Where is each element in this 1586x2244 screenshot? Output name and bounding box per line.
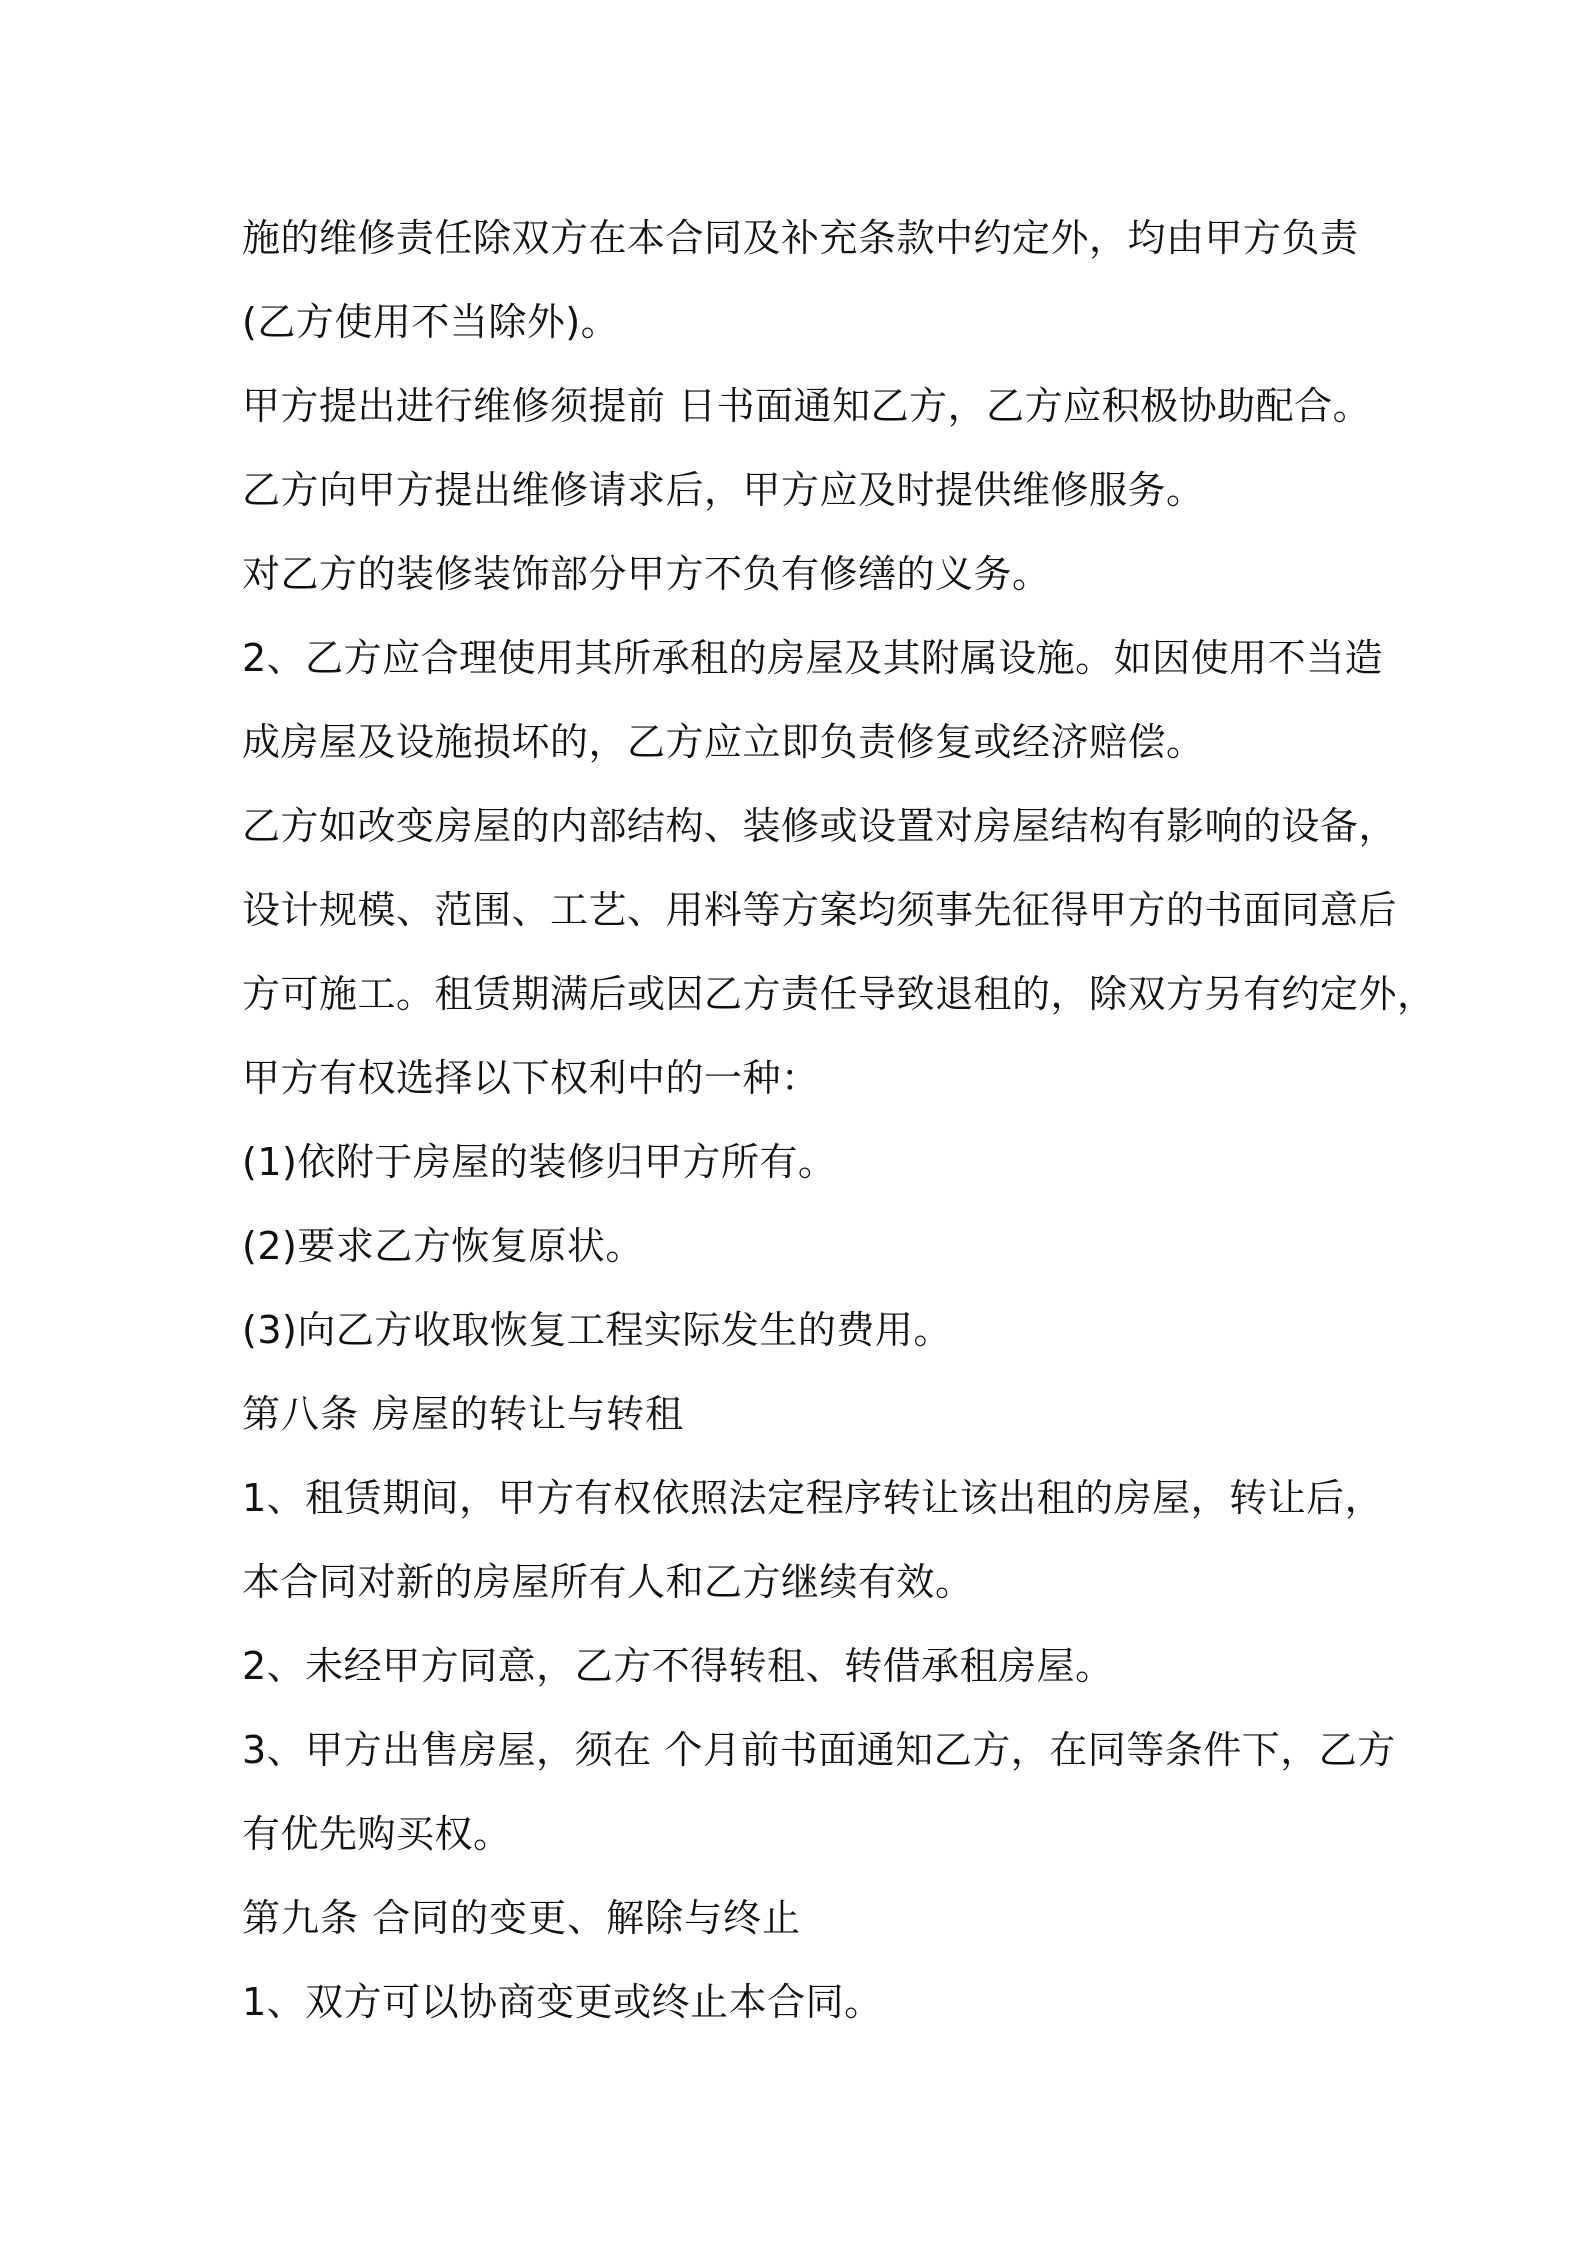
text-line: 1、租赁期间，甲方有权依照法定程序转让该出租的房屋，转让后， bbox=[242, 1476, 1384, 1520]
section-heading: 第八条 房屋的转让与转租 bbox=[242, 1392, 685, 1436]
text-line: 施的维修责任除双方在本合同及补充条款中约定外，均由甲方负责 bbox=[242, 216, 1359, 260]
text-line: 2、未经甲方同意，乙方不得转租、转借承租房屋。 bbox=[242, 1644, 1114, 1688]
text-line: (3)向乙方收取恢复工程实际发生的费用。 bbox=[242, 1308, 952, 1352]
text-line: 乙方向甲方提出维修请求后，甲方应及时提供维修服务。 bbox=[242, 468, 1205, 512]
text-line: 成房屋及设施损坏的，乙方应立即负责修复或经济赔偿。 bbox=[242, 720, 1205, 764]
text-line: 方可施工。租赁期满后或因乙方责任导致退租的，除双方另有约定外， bbox=[242, 972, 1436, 1016]
section-heading: 第九条 合同的变更、解除与终止 bbox=[242, 1896, 802, 1940]
text-line: (2)要求乙方恢复原状。 bbox=[242, 1224, 644, 1268]
document-body bbox=[242, 196, 1436, 2044]
text-line: 设计规模、范围、工艺、用料等方案均须事先征得甲方的书面同意后 bbox=[242, 888, 1398, 932]
text-line: 甲方提出进行维修须提前 日书面通知乙方，乙方应积极协助配合。 bbox=[242, 384, 1372, 428]
text-line: 2、乙方应合理使用其所承租的房屋及其附属设施。如因使用不当造 bbox=[242, 636, 1384, 680]
text-line: 本合同对新的房屋所有人和乙方继续有效。 bbox=[242, 1560, 974, 1604]
text-line: (乙方使用不当除外)。 bbox=[242, 300, 620, 344]
text-line: (1)依附于房屋的装修归甲方所有。 bbox=[242, 1140, 837, 1184]
text-line: 3、甲方出售房屋，须在 个月前书面通知乙方，在同等条件下，乙方 bbox=[242, 1728, 1396, 1772]
text-line: 甲方有权选择以下权利中的一种： bbox=[242, 1056, 820, 1100]
text-line: 有优先购买权。 bbox=[242, 1812, 512, 1856]
text-line: 乙方如改变房屋的内部结构、装修或设置对房屋结构有影响的设备， bbox=[242, 804, 1398, 848]
text-line: 对乙方的装修装饰部分甲方不负有修缮的义务。 bbox=[242, 552, 1051, 596]
text-line: 1、双方可以协商变更或终止本合同。 bbox=[242, 1980, 883, 2024]
